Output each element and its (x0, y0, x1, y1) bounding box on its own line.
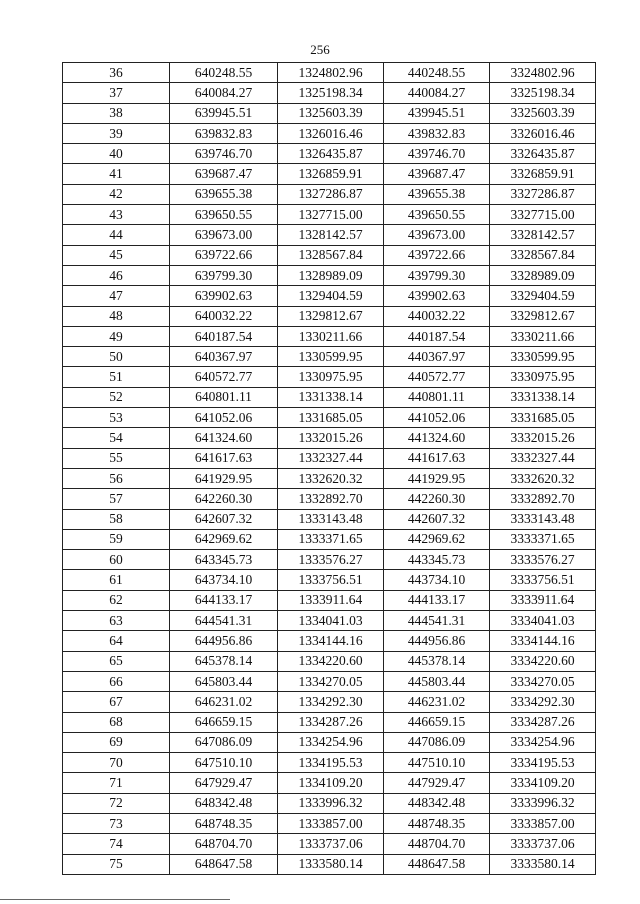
y2-coordinate-cell: 3333996.32 (490, 793, 596, 813)
point-number-cell: 51 (63, 367, 170, 387)
x2-coordinate-cell: 448342.48 (384, 793, 490, 813)
x2-coordinate-cell: 445803.44 (384, 671, 490, 691)
x2-coordinate-cell: 441324.60 (384, 428, 490, 448)
point-number-cell: 73 (63, 813, 170, 833)
y2-coordinate-cell: 3330211.66 (490, 326, 596, 346)
y-coordinate-cell: 1334109.20 (278, 773, 384, 793)
x2-coordinate-cell: 440032.22 (384, 306, 490, 326)
table-row (63, 753, 596, 773)
table-row (63, 793, 596, 813)
point-number-cell: 67 (63, 692, 170, 712)
y-coordinate-cell: 1330211.66 (278, 326, 384, 346)
y2-coordinate-cell: 3334041.03 (490, 611, 596, 631)
x-coordinate-cell: 648704.70 (170, 834, 278, 854)
x2-coordinate-cell: 447929.47 (384, 773, 490, 793)
point-number-cell: 66 (63, 671, 170, 691)
table-row (63, 225, 596, 245)
coordinate-table-body (63, 63, 596, 875)
y-coordinate-cell: 1327715.00 (278, 205, 384, 225)
x-coordinate-cell: 646659.15 (170, 712, 278, 732)
x-coordinate-cell: 648342.48 (170, 793, 278, 813)
x-coordinate-cell: 647929.47 (170, 773, 278, 793)
x-coordinate-cell: 639902.63 (170, 286, 278, 306)
table-row (63, 306, 596, 326)
y2-coordinate-cell: 3331685.05 (490, 408, 596, 428)
table-row (63, 468, 596, 488)
point-number-cell: 64 (63, 631, 170, 651)
y2-coordinate-cell: 3325198.34 (490, 83, 596, 103)
point-number-cell: 70 (63, 753, 170, 773)
y2-coordinate-cell: 3328142.57 (490, 225, 596, 245)
table-row (63, 347, 596, 367)
y2-coordinate-cell: 3329812.67 (490, 306, 596, 326)
y2-coordinate-cell: 3328567.84 (490, 245, 596, 265)
x-coordinate-cell: 643345.73 (170, 550, 278, 570)
table-row (63, 732, 596, 752)
table-row (63, 550, 596, 570)
y-coordinate-cell: 1333857.00 (278, 813, 384, 833)
point-number-cell: 46 (63, 265, 170, 285)
y-coordinate-cell: 1333143.48 (278, 509, 384, 529)
point-number-cell: 49 (63, 326, 170, 346)
point-number-cell: 69 (63, 732, 170, 752)
y-coordinate-cell: 1326859.91 (278, 164, 384, 184)
point-number-cell: 39 (63, 123, 170, 143)
table-row (63, 103, 596, 123)
x-coordinate-cell: 639832.83 (170, 123, 278, 143)
x2-coordinate-cell: 440572.77 (384, 367, 490, 387)
y2-coordinate-cell: 3334144.16 (490, 631, 596, 651)
y2-coordinate-cell: 3326016.46 (490, 123, 596, 143)
y2-coordinate-cell: 3334195.53 (490, 753, 596, 773)
y2-coordinate-cell: 3329404.59 (490, 286, 596, 306)
x2-coordinate-cell: 446659.15 (384, 712, 490, 732)
point-number-cell: 55 (63, 448, 170, 468)
table-row (63, 286, 596, 306)
y-coordinate-cell: 1334144.16 (278, 631, 384, 651)
x-coordinate-cell: 640367.97 (170, 347, 278, 367)
x2-coordinate-cell: 439722.66 (384, 245, 490, 265)
point-number-cell: 56 (63, 468, 170, 488)
x2-coordinate-cell: 440367.97 (384, 347, 490, 367)
page-number: 256 (310, 42, 330, 57)
x-coordinate-cell: 647086.09 (170, 732, 278, 752)
table-row (63, 692, 596, 712)
x-coordinate-cell: 639650.55 (170, 205, 278, 225)
x2-coordinate-cell: 444956.86 (384, 631, 490, 651)
y-coordinate-cell: 1332620.32 (278, 468, 384, 488)
x2-coordinate-cell: 439832.83 (384, 123, 490, 143)
x2-coordinate-cell: 439799.30 (384, 265, 490, 285)
table-row (63, 408, 596, 428)
point-number-cell: 50 (63, 347, 170, 367)
y-coordinate-cell: 1333737.06 (278, 834, 384, 854)
y2-coordinate-cell: 3327286.87 (490, 184, 596, 204)
x2-coordinate-cell: 440187.54 (384, 326, 490, 346)
y2-coordinate-cell: 3334270.05 (490, 671, 596, 691)
point-number-cell: 36 (63, 63, 170, 83)
y-coordinate-cell: 1328567.84 (278, 245, 384, 265)
point-number-cell: 45 (63, 245, 170, 265)
y-coordinate-cell: 1327286.87 (278, 184, 384, 204)
x2-coordinate-cell: 441052.06 (384, 408, 490, 428)
table-row (63, 63, 596, 83)
x-coordinate-cell: 639655.38 (170, 184, 278, 204)
y2-coordinate-cell: 3334287.26 (490, 712, 596, 732)
y2-coordinate-cell: 3334109.20 (490, 773, 596, 793)
x2-coordinate-cell: 439650.55 (384, 205, 490, 225)
x-coordinate-cell: 644133.17 (170, 590, 278, 610)
y-coordinate-cell: 1334041.03 (278, 611, 384, 631)
x-coordinate-cell: 640801.11 (170, 387, 278, 407)
x-coordinate-cell: 646231.02 (170, 692, 278, 712)
y-coordinate-cell: 1332892.70 (278, 489, 384, 509)
x2-coordinate-cell: 445378.14 (384, 651, 490, 671)
x-coordinate-cell: 648647.58 (170, 854, 278, 874)
table-row (63, 123, 596, 143)
table-row (63, 590, 596, 610)
point-number-cell: 37 (63, 83, 170, 103)
y-coordinate-cell: 1330599.95 (278, 347, 384, 367)
x2-coordinate-cell: 440801.11 (384, 387, 490, 407)
footer-rule (0, 899, 230, 900)
x-coordinate-cell: 641052.06 (170, 408, 278, 428)
point-number-cell: 74 (63, 834, 170, 854)
x2-coordinate-cell: 444541.31 (384, 611, 490, 631)
x2-coordinate-cell: 446231.02 (384, 692, 490, 712)
y-coordinate-cell: 1326435.87 (278, 144, 384, 164)
table-row (63, 448, 596, 468)
y2-coordinate-cell: 3332327.44 (490, 448, 596, 468)
y-coordinate-cell: 1328989.09 (278, 265, 384, 285)
x-coordinate-cell: 642969.62 (170, 529, 278, 549)
table-row (63, 265, 596, 285)
y-coordinate-cell: 1333911.64 (278, 590, 384, 610)
point-number-cell: 48 (63, 306, 170, 326)
table-row (63, 367, 596, 387)
y-coordinate-cell: 1334287.26 (278, 712, 384, 732)
x-coordinate-cell: 648748.35 (170, 813, 278, 833)
point-number-cell: 63 (63, 611, 170, 631)
point-number-cell: 43 (63, 205, 170, 225)
y-coordinate-cell: 1326016.46 (278, 123, 384, 143)
x2-coordinate-cell: 439945.51 (384, 103, 490, 123)
y2-coordinate-cell: 3327715.00 (490, 205, 596, 225)
y2-coordinate-cell: 3332892.70 (490, 489, 596, 509)
point-number-cell: 40 (63, 144, 170, 164)
point-number-cell: 41 (63, 164, 170, 184)
x-coordinate-cell: 642607.32 (170, 509, 278, 529)
point-number-cell: 42 (63, 184, 170, 204)
x-coordinate-cell: 645803.44 (170, 671, 278, 691)
table-row (63, 509, 596, 529)
table-row (63, 854, 596, 874)
y2-coordinate-cell: 3333371.65 (490, 529, 596, 549)
x2-coordinate-cell: 440248.55 (384, 63, 490, 83)
x2-coordinate-cell: 442969.62 (384, 529, 490, 549)
table-row (63, 651, 596, 671)
y-coordinate-cell: 1331338.14 (278, 387, 384, 407)
point-number-cell: 47 (63, 286, 170, 306)
point-number-cell: 53 (63, 408, 170, 428)
y-coordinate-cell: 1334254.96 (278, 732, 384, 752)
y2-coordinate-cell: 3333143.48 (490, 509, 596, 529)
y2-coordinate-cell: 3334254.96 (490, 732, 596, 752)
y2-coordinate-cell: 3326859.91 (490, 164, 596, 184)
y2-coordinate-cell: 3325603.39 (490, 103, 596, 123)
x2-coordinate-cell: 439746.70 (384, 144, 490, 164)
y2-coordinate-cell: 3333737.06 (490, 834, 596, 854)
x-coordinate-cell: 639746.70 (170, 144, 278, 164)
y-coordinate-cell: 1333580.14 (278, 854, 384, 874)
table-row (63, 164, 596, 184)
x-coordinate-cell: 641324.60 (170, 428, 278, 448)
x2-coordinate-cell: 439673.00 (384, 225, 490, 245)
y2-coordinate-cell: 3332620.32 (490, 468, 596, 488)
x2-coordinate-cell: 442607.32 (384, 509, 490, 529)
x-coordinate-cell: 644956.86 (170, 631, 278, 651)
x2-coordinate-cell: 443345.73 (384, 550, 490, 570)
y-coordinate-cell: 1334270.05 (278, 671, 384, 691)
y2-coordinate-cell: 3333857.00 (490, 813, 596, 833)
x2-coordinate-cell: 448647.58 (384, 854, 490, 874)
y-coordinate-cell: 1332327.44 (278, 448, 384, 468)
y-coordinate-cell: 1324802.96 (278, 63, 384, 83)
y-coordinate-cell: 1332015.26 (278, 428, 384, 448)
table-row (63, 245, 596, 265)
y-coordinate-cell: 1331685.05 (278, 408, 384, 428)
table-row (63, 813, 596, 833)
point-number-cell: 59 (63, 529, 170, 549)
x-coordinate-cell: 640084.27 (170, 83, 278, 103)
y-coordinate-cell: 1328142.57 (278, 225, 384, 245)
y-coordinate-cell: 1333371.65 (278, 529, 384, 549)
y2-coordinate-cell: 3333580.14 (490, 854, 596, 874)
point-number-cell: 57 (63, 489, 170, 509)
x2-coordinate-cell: 440084.27 (384, 83, 490, 103)
point-number-cell: 62 (63, 590, 170, 610)
x2-coordinate-cell: 447086.09 (384, 732, 490, 752)
point-number-cell: 61 (63, 570, 170, 590)
x-coordinate-cell: 640248.55 (170, 63, 278, 83)
table-row (63, 529, 596, 549)
point-number-cell: 68 (63, 712, 170, 732)
point-number-cell: 38 (63, 103, 170, 123)
y-coordinate-cell: 1333996.32 (278, 793, 384, 813)
x2-coordinate-cell: 444133.17 (384, 590, 490, 610)
y2-coordinate-cell: 3333911.64 (490, 590, 596, 610)
table-row (63, 387, 596, 407)
x-coordinate-cell: 639673.00 (170, 225, 278, 245)
x2-coordinate-cell: 447510.10 (384, 753, 490, 773)
y2-coordinate-cell: 3333576.27 (490, 550, 596, 570)
x-coordinate-cell: 641929.95 (170, 468, 278, 488)
table-row (63, 205, 596, 225)
table-row (63, 570, 596, 590)
table-row (63, 773, 596, 793)
table-row (63, 428, 596, 448)
y2-coordinate-cell: 3330975.95 (490, 367, 596, 387)
table-row (63, 144, 596, 164)
x2-coordinate-cell: 439687.47 (384, 164, 490, 184)
x-coordinate-cell: 643734.10 (170, 570, 278, 590)
x2-coordinate-cell: 443734.10 (384, 570, 490, 590)
y-coordinate-cell: 1325603.39 (278, 103, 384, 123)
x-coordinate-cell: 641617.63 (170, 448, 278, 468)
point-number-cell: 44 (63, 225, 170, 245)
x-coordinate-cell: 645378.14 (170, 651, 278, 671)
y-coordinate-cell: 1329404.59 (278, 286, 384, 306)
x-coordinate-cell: 640572.77 (170, 367, 278, 387)
y2-coordinate-cell: 3334220.60 (490, 651, 596, 671)
x2-coordinate-cell: 441617.63 (384, 448, 490, 468)
table-row (63, 184, 596, 204)
x2-coordinate-cell: 439655.38 (384, 184, 490, 204)
x2-coordinate-cell: 442260.30 (384, 489, 490, 509)
y2-coordinate-cell: 3332015.26 (490, 428, 596, 448)
y-coordinate-cell: 1333756.51 (278, 570, 384, 590)
point-number-cell: 72 (63, 793, 170, 813)
point-number-cell: 60 (63, 550, 170, 570)
coordinate-table (62, 62, 596, 875)
table-row (63, 83, 596, 103)
table-row (63, 671, 596, 691)
table-row (63, 712, 596, 732)
table-row (63, 631, 596, 651)
y-coordinate-cell: 1334220.60 (278, 651, 384, 671)
point-number-cell: 52 (63, 387, 170, 407)
x-coordinate-cell: 639945.51 (170, 103, 278, 123)
y-coordinate-cell: 1325198.34 (278, 83, 384, 103)
x-coordinate-cell: 639799.30 (170, 265, 278, 285)
x2-coordinate-cell: 441929.95 (384, 468, 490, 488)
y-coordinate-cell: 1334195.53 (278, 753, 384, 773)
y-coordinate-cell: 1329812.67 (278, 306, 384, 326)
y2-coordinate-cell: 3324802.96 (490, 63, 596, 83)
x-coordinate-cell: 642260.30 (170, 489, 278, 509)
x-coordinate-cell: 644541.31 (170, 611, 278, 631)
x2-coordinate-cell: 439902.63 (384, 286, 490, 306)
y2-coordinate-cell: 3333756.51 (490, 570, 596, 590)
point-number-cell: 58 (63, 509, 170, 529)
y2-coordinate-cell: 3326435.87 (490, 144, 596, 164)
x-coordinate-cell: 647510.10 (170, 753, 278, 773)
y2-coordinate-cell: 3330599.95 (490, 347, 596, 367)
table-row (63, 326, 596, 346)
x-coordinate-cell: 639722.66 (170, 245, 278, 265)
point-number-cell: 71 (63, 773, 170, 793)
y2-coordinate-cell: 3334292.30 (490, 692, 596, 712)
x-coordinate-cell: 639687.47 (170, 164, 278, 184)
y2-coordinate-cell: 3331338.14 (490, 387, 596, 407)
y-coordinate-cell: 1330975.95 (278, 367, 384, 387)
x2-coordinate-cell: 448748.35 (384, 813, 490, 833)
y-coordinate-cell: 1334292.30 (278, 692, 384, 712)
y-coordinate-cell: 1333576.27 (278, 550, 384, 570)
y2-coordinate-cell: 3328989.09 (490, 265, 596, 285)
table-row (63, 489, 596, 509)
x-coordinate-cell: 640187.54 (170, 326, 278, 346)
table-row (63, 834, 596, 854)
point-number-cell: 75 (63, 854, 170, 874)
x2-coordinate-cell: 448704.70 (384, 834, 490, 854)
point-number-cell: 65 (63, 651, 170, 671)
x-coordinate-cell: 640032.22 (170, 306, 278, 326)
point-number-cell: 54 (63, 428, 170, 448)
table-row (63, 611, 596, 631)
